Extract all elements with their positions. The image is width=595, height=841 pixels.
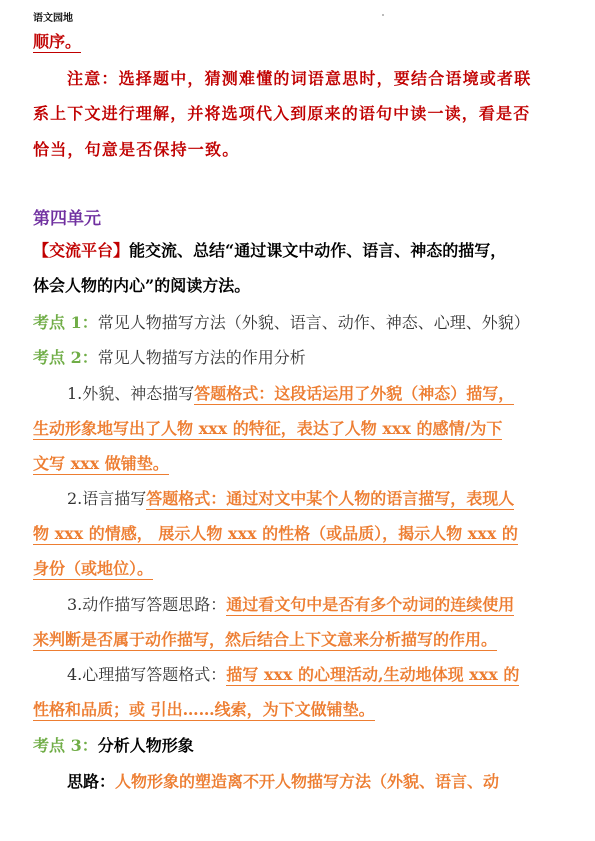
- item-2-answer: 答题格式：通过对文中某个人物的语言描写，表现人: [146, 489, 515, 508]
- note-line-2: 系上下文进行理解，并将选项代入到原来的语句中读一读，看是否: [33, 104, 531, 123]
- point-2-label: 考点 2：: [33, 348, 98, 367]
- platform-line-1: [33, 238, 506, 261]
- item-2-label: 2.语言描写: [67, 489, 147, 508]
- item-1-line-2: [33, 416, 502, 439]
- item-1-label: 1.外貌、神态描写: [67, 384, 195, 403]
- text-segment: 顺序。: [33, 32, 82, 51]
- item-4-answer: 描写 xxx 的心理活动,生动地体现 xxx 的: [226, 665, 520, 684]
- unit-heading: 第四单元: [33, 209, 101, 229]
- item-4-answer-cont: 性格和品质；或 引出……线索，为下文做铺垫。: [33, 700, 375, 719]
- item-1-line-1: [67, 381, 514, 404]
- item-3-answer: 通过看文句中是否有多个动词的连续使用: [226, 595, 515, 614]
- platform-label: 【交流平台】: [33, 241, 130, 260]
- item-3-line-2: [33, 627, 497, 650]
- item-1-answer-cont: 生动形象地写出了人物 xxx 的特征，表达了人物 xxx 的感情/为下: [33, 419, 503, 438]
- platform-line-2: 体会人物的内心”的阅读方法。: [33, 276, 251, 295]
- point-2-text: 常见人物描写方法的作用分析: [97, 348, 306, 367]
- point-3-label: 考点 3：: [33, 736, 98, 755]
- item-1-answer-end: 文写 xxx 做铺垫。: [33, 454, 169, 473]
- item-4-line-2: [33, 697, 375, 720]
- item-3-answer-cont: 来判断是否属于动作描写，然后结合上下文意来分析描写的作用。: [33, 630, 498, 649]
- item-4-label: 4.心理描写答题格式：: [67, 665, 227, 684]
- point-3-text: 分析人物形象: [97, 736, 194, 755]
- approach-line: [67, 769, 499, 792]
- item-2-answer-end: 身份（或地位）。: [33, 559, 154, 578]
- item-3-label: 3.动作描写答题思路：: [67, 595, 227, 614]
- item-2-answer-cont: 物 xxx 的情感， 展示人物 xxx 的性格（或品质），揭示人物 xxx 的: [33, 524, 518, 543]
- item-1-answer: 答题格式：这段话运用了外貌（神态）描写，: [194, 384, 515, 403]
- item-4-line-1: [67, 662, 519, 685]
- approach-text: 人物形象的塑造离不开人物描写方法（外貌、语言、动: [115, 772, 500, 791]
- item-2-line-2: [33, 521, 518, 544]
- point-1-label: 考点 1：: [33, 313, 98, 332]
- platform-text: 能交流、总结“通过课文中动作、语言、神态的描写，: [129, 241, 507, 260]
- point-1-line: [33, 310, 530, 333]
- page-header: 语文园地: [33, 13, 73, 24]
- text-line-1: [33, 29, 81, 52]
- note-line-3: 恰当，句意是否保持一致。: [33, 140, 240, 159]
- point-3-line: [33, 733, 194, 756]
- note-line-1: 注意：选择题中，猜测难懂的词语意思时，要结合语境或者联: [67, 69, 532, 88]
- item-2-line-3: [33, 556, 153, 579]
- point-1-text: 常见人物描写方法（外貌、语言、动作、神态、心理、外貌）: [97, 313, 530, 332]
- approach-label: 思路：: [67, 772, 116, 791]
- item-2-line-1: [67, 486, 514, 509]
- header-dot: [382, 14, 384, 16]
- item-1-line-3: [33, 451, 169, 474]
- point-2-line: [33, 345, 306, 368]
- item-3-line-1: [67, 592, 514, 615]
